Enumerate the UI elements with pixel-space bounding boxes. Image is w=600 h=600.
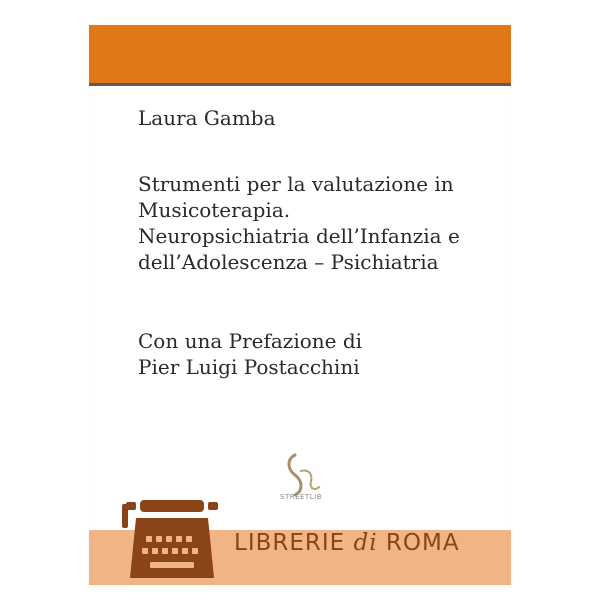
preface-line: Pier Luigi Postacchini <box>138 355 360 379</box>
watermark-text <box>234 530 460 556</box>
book-title <box>138 171 460 275</box>
watermark-text-italic: di <box>353 530 378 556</box>
watermark-text-end: ROMA <box>377 530 460 556</box>
watermark-text-main: LIBRERIE <box>234 530 354 556</box>
cover-top-bar <box>89 25 511 86</box>
preface-line: Con una Prefazione di <box>138 329 363 353</box>
book-title-line: Strumenti per la valutazione in <box>138 172 454 196</box>
book-title-line: dell’Adolescenza – Psichiatria <box>138 250 439 274</box>
typewriter-icon <box>122 492 222 584</box>
preface-credit <box>138 328 362 380</box>
author-name: Laura Gamba <box>138 106 276 130</box>
book-title-line: Neuropsichiatria dell’Infanzia e <box>138 224 460 248</box>
publisher-name: STREETLIB <box>280 493 322 501</box>
book-title-line: Musicoterapia. <box>138 198 291 222</box>
publisher-logo-icon <box>279 451 321 511</box>
